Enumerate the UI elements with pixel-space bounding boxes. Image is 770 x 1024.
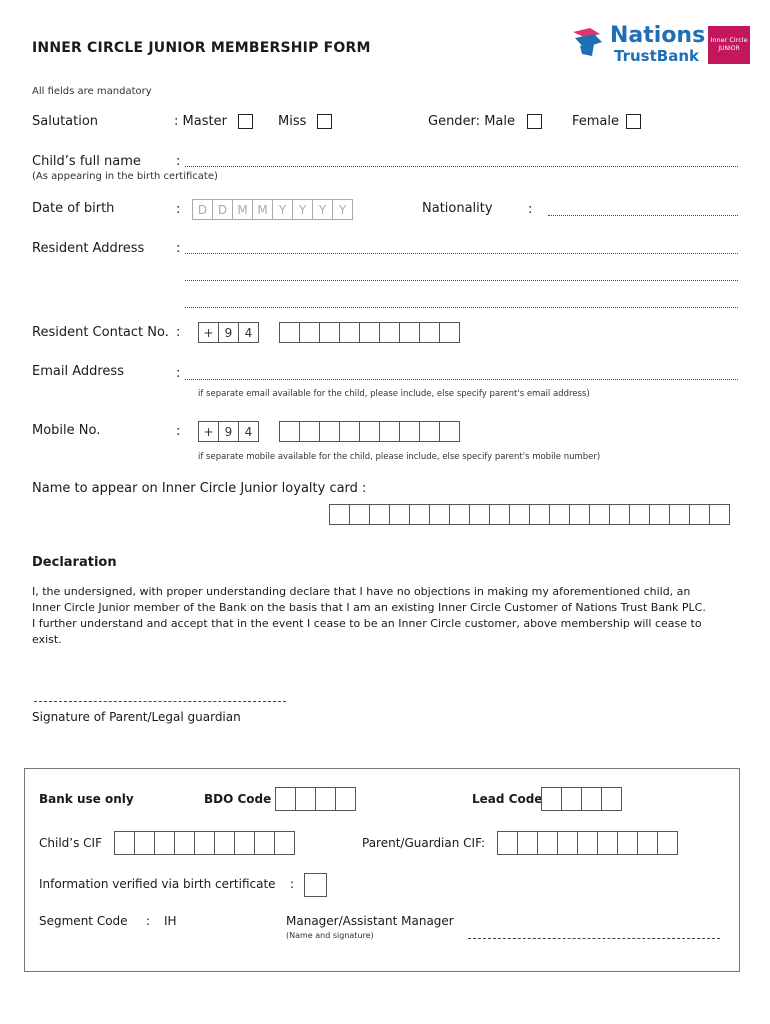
digit-box[interactable] (279, 322, 300, 343)
code-box[interactable] (275, 787, 296, 811)
female-label: Female (572, 114, 620, 129)
card-name-boxes[interactable] (329, 504, 729, 525)
dob-box[interactable]: M (232, 199, 253, 220)
child-cif-label: Child’s CIF (39, 836, 102, 850)
letter-box[interactable] (549, 504, 570, 525)
digit-box[interactable] (439, 322, 460, 343)
cif-box[interactable] (517, 831, 538, 855)
email-colon: : (176, 366, 181, 381)
nationality-colon: : (528, 202, 533, 217)
code-box[interactable] (541, 787, 562, 811)
child-name-colon: : (176, 154, 181, 169)
code-box[interactable] (315, 787, 336, 811)
parent-cif-label: Parent/Guardian CIF: (362, 836, 486, 850)
parent-cif-boxes[interactable] (497, 831, 677, 855)
cif-box[interactable] (617, 831, 638, 855)
address-line-3[interactable] (185, 307, 738, 308)
mobile-label: Mobile No. (32, 423, 101, 438)
cif-box[interactable] (134, 831, 155, 855)
badge-line2: JUNIOR (718, 45, 740, 52)
child-name-field[interactable] (185, 166, 738, 167)
dob-box[interactable]: Y (272, 199, 293, 220)
dob-box[interactable]: Y (332, 199, 353, 220)
child-name-note: (As appearing in the birth certificate) (32, 171, 218, 182)
nationality-field[interactable] (548, 215, 738, 216)
cif-box[interactable] (637, 831, 658, 855)
badge-line1: Inner Circle (710, 36, 748, 44)
prefix-box: + (198, 322, 219, 343)
mobile-note: if separate mobile available for the child, please include, else specify parent's mobile number) (198, 452, 601, 462)
code-box[interactable] (561, 787, 582, 811)
prefix-box: + (198, 421, 219, 442)
bdo-code-boxes[interactable] (275, 787, 355, 811)
manager-signature-line[interactable] (468, 938, 720, 939)
cif-box[interactable] (214, 831, 235, 855)
address-line-2[interactable] (185, 280, 738, 281)
digit-box[interactable] (299, 421, 320, 442)
letter-box[interactable] (689, 504, 710, 525)
dob-colon: : (176, 202, 181, 217)
segment-code-colon: : (146, 914, 151, 928)
contact-number-boxes[interactable] (279, 322, 459, 343)
signature-line[interactable] (34, 701, 286, 702)
logo-trustbank: TrustBank (614, 47, 699, 65)
digit-box[interactable] (279, 421, 300, 442)
digit-box[interactable] (359, 322, 380, 343)
address-colon: : (176, 241, 181, 256)
prefix-box: 9 (218, 322, 239, 343)
digit-box[interactable] (359, 421, 380, 442)
dob-box[interactable]: Y (312, 199, 333, 220)
child-name-label: Child’s full name (32, 154, 141, 169)
code-box[interactable] (601, 787, 622, 811)
female-checkbox[interactable] (626, 114, 641, 129)
email-label: Email Address (32, 364, 124, 379)
letter-box[interactable] (629, 504, 650, 525)
contact-label: Resident Contact No. (32, 325, 169, 340)
letter-box[interactable] (409, 504, 430, 525)
bdo-code-label: BDO Code (204, 792, 272, 806)
cif-box[interactable] (174, 831, 195, 855)
master-checkbox[interactable] (238, 114, 253, 129)
cif-box[interactable] (234, 831, 255, 855)
digit-box[interactable] (379, 421, 400, 442)
declaration-heading: Declaration (32, 555, 117, 570)
lead-code-label: Lead Code (472, 792, 543, 806)
code-box[interactable] (295, 787, 316, 811)
prefix-box: 4 (238, 421, 259, 442)
code-box[interactable] (581, 787, 602, 811)
cif-box[interactable] (274, 831, 295, 855)
segment-code-label: Segment Code (39, 914, 128, 928)
letter-box[interactable] (329, 504, 350, 525)
gender-male-label: Gender: Male (428, 114, 515, 129)
prefix-box: 9 (218, 421, 239, 442)
letter-box[interactable] (609, 504, 630, 525)
inner-circle-junior-badge (708, 26, 750, 64)
contact-colon: : (176, 325, 181, 340)
letter-box[interactable] (569, 504, 590, 525)
cif-box[interactable] (254, 831, 275, 855)
dob-box[interactable]: Y (292, 199, 313, 220)
digit-box[interactable] (419, 322, 440, 343)
cif-box[interactable] (154, 831, 175, 855)
letter-box[interactable] (389, 504, 410, 525)
dob-boxes[interactable] (192, 199, 352, 220)
letter-box[interactable] (429, 504, 450, 525)
email-field[interactable] (185, 379, 738, 380)
address-label: Resident Address (32, 241, 145, 256)
form-title: INNER CIRCLE JUNIOR MEMBERSHIP FORM (32, 40, 371, 56)
dob-label: Date of birth (32, 201, 115, 216)
digit-box[interactable] (319, 322, 340, 343)
mobile-prefix-boxes (198, 421, 258, 442)
miss-label: Miss (278, 114, 307, 129)
digit-box[interactable] (379, 322, 400, 343)
letter-box[interactable] (589, 504, 610, 525)
mobile-number-boxes[interactable] (279, 421, 459, 442)
letter-box[interactable] (669, 504, 690, 525)
verified-checkbox[interactable] (304, 873, 327, 897)
mobile-colon: : (176, 424, 181, 439)
cif-box[interactable] (557, 831, 578, 855)
digit-box[interactable] (419, 421, 440, 442)
nations-trust-bank-logo-icon (570, 24, 606, 60)
cif-box[interactable] (597, 831, 618, 855)
nationality-label: Nationality (422, 201, 493, 216)
letter-box[interactable] (489, 504, 510, 525)
mandatory-note: All fields are mandatory (32, 86, 152, 97)
letter-box[interactable] (469, 504, 490, 525)
salutation-label: Salutation (32, 114, 99, 129)
dob-box[interactable]: D (192, 199, 213, 220)
letter-box[interactable] (349, 504, 370, 525)
verified-colon: : (290, 877, 295, 891)
verified-label: Information verified via birth certificate (39, 877, 276, 891)
manager-label: Manager/Assistant Manager (286, 914, 454, 928)
declaration-text (32, 584, 744, 648)
dob-box[interactable]: D (212, 199, 233, 220)
miss-checkbox[interactable] (317, 114, 332, 129)
male-checkbox[interactable] (527, 114, 542, 129)
signature-label: Signature of Parent/Legal guardian (32, 710, 241, 724)
letter-box[interactable] (509, 504, 530, 525)
digit-box[interactable] (339, 322, 360, 343)
cif-box[interactable] (497, 831, 518, 855)
contact-prefix-boxes (198, 322, 258, 343)
letter-box[interactable] (369, 504, 390, 525)
digit-box[interactable] (439, 421, 460, 442)
master-label: : Master (174, 114, 227, 129)
address-line-1[interactable] (185, 253, 738, 254)
email-note: if separate email available for the child, please include, else specify parent's email address) (198, 389, 590, 399)
code-box[interactable] (335, 787, 356, 811)
lead-code-boxes[interactable] (541, 787, 621, 811)
letter-box[interactable] (709, 504, 730, 525)
declaration-line-4: exist. (32, 633, 62, 646)
digit-box[interactable] (399, 322, 420, 343)
cif-box[interactable] (194, 831, 215, 855)
manager-note: (Name and signature) (286, 931, 374, 940)
declaration-line-1: I, the undersigned, with proper understanding declare that I have no objections in making my aforementioned child, an (32, 585, 691, 598)
bank-use-heading: Bank use only (39, 792, 134, 806)
declaration-line-2: Inner Circle Junior member of the Bank on the basis that I am an existing Inner Circle Customer of Nations Trust Bank PLC. (32, 601, 706, 614)
cif-box[interactable] (537, 831, 558, 855)
child-cif-boxes[interactable] (114, 831, 294, 855)
digit-box[interactable] (299, 322, 320, 343)
digit-box[interactable] (399, 421, 420, 442)
dob-box[interactable]: M (252, 199, 273, 220)
cif-box[interactable] (657, 831, 678, 855)
logo-nations: Nations (610, 23, 706, 48)
digit-box[interactable] (339, 421, 360, 442)
prefix-box: 4 (238, 322, 259, 343)
letter-box[interactable] (449, 504, 470, 525)
cif-box[interactable] (577, 831, 598, 855)
declaration-line-3: I further understand and accept that in the event I cease to be an Inner Circle customer, above membership will cease to (32, 617, 702, 630)
letter-box[interactable] (649, 504, 670, 525)
letter-box[interactable] (529, 504, 550, 525)
segment-code-value: IH (164, 914, 177, 928)
cif-box[interactable] (114, 831, 135, 855)
card-name-label: Name to appear on Inner Circle Junior loyalty card : (32, 481, 367, 496)
digit-box[interactable] (319, 421, 340, 442)
